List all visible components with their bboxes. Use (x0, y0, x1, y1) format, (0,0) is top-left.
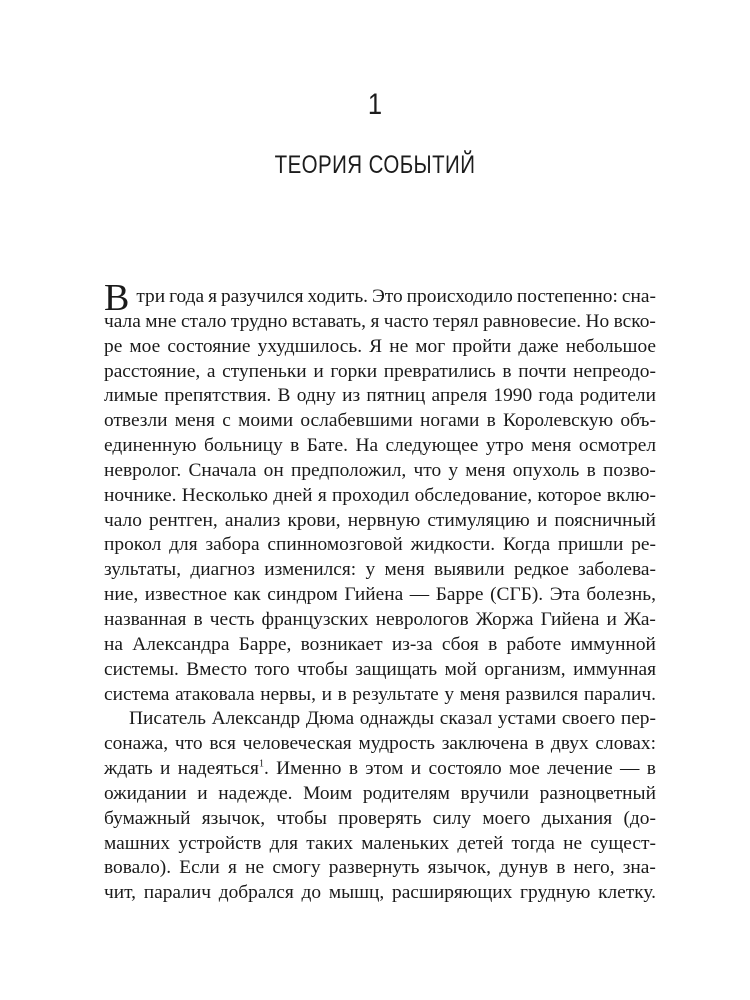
word: ухудшилось. (257, 335, 363, 357)
word: родители (579, 385, 656, 407)
word: позво- (602, 459, 656, 481)
word: дней (273, 484, 313, 506)
word: я (370, 310, 380, 332)
word: в (556, 857, 566, 879)
word: стимуляцию (427, 509, 530, 531)
word: рентген, (149, 509, 218, 531)
word: язычок, (201, 807, 266, 829)
word: до (301, 882, 322, 904)
word: двух (550, 733, 589, 755)
text-line (104, 277, 656, 319)
word: лечение (547, 758, 613, 780)
word: человеческая (242, 733, 352, 755)
word: проверять (338, 807, 422, 829)
word: что (413, 459, 442, 481)
text-line (104, 856, 656, 881)
chapter-title: ТЕОРИЯ СОБЫТИЙ (274, 151, 476, 179)
text-line (104, 732, 656, 757)
word: я (208, 286, 218, 307)
word: Александра (132, 633, 230, 655)
word: Когда (502, 534, 551, 556)
word: лимые (104, 385, 158, 407)
word: своего (561, 708, 616, 730)
word: сна- (621, 286, 656, 307)
word: редкое (513, 559, 569, 581)
word: единенную (104, 435, 197, 457)
word: года (538, 385, 574, 407)
word: осмотрел (578, 435, 656, 457)
word: прокол (104, 534, 162, 556)
word: изменился: (264, 559, 357, 581)
word: иммунная (573, 658, 656, 680)
word: (до- (623, 807, 656, 829)
text-line (104, 881, 656, 906)
word: почти (518, 360, 567, 382)
word: пер- (620, 708, 656, 730)
word: ожидании (104, 782, 187, 804)
word: сонажа, (104, 733, 169, 755)
word: силу (432, 807, 472, 829)
word: того (254, 658, 290, 680)
word: у (448, 459, 459, 481)
word: мое (509, 758, 540, 780)
paragraph-2 (104, 707, 656, 906)
word: сущест- (590, 832, 656, 854)
word: которое (537, 484, 602, 506)
word: ступеньки (222, 360, 307, 382)
word: смогу (272, 857, 321, 879)
word: вся (209, 733, 236, 755)
word: На (355, 435, 379, 457)
word: чтобы (276, 807, 327, 829)
word: честь (209, 608, 255, 630)
word: Жа- (623, 608, 656, 630)
word: непреодо- (573, 360, 656, 382)
word: постепенно: (516, 286, 618, 307)
word: три (136, 286, 166, 307)
word: в (486, 410, 496, 432)
word: мог (415, 335, 446, 357)
word: апреля (431, 385, 488, 407)
word: Бате. (306, 435, 348, 457)
word: мышц, (328, 882, 385, 904)
word: пятниц (366, 385, 426, 407)
word: происходило (406, 286, 513, 307)
word: дунув (499, 857, 548, 879)
word: ре- (631, 534, 656, 556)
word: Барре (435, 584, 484, 606)
word: надеяться$^1$. (177, 758, 269, 780)
word: из-за (391, 633, 433, 655)
word: утро (485, 435, 524, 457)
word: мое (129, 335, 161, 357)
text-line (104, 384, 656, 409)
word: ногами (420, 410, 480, 432)
word: вклю- (606, 484, 656, 506)
word: спинномозговой (267, 534, 403, 556)
word: из (342, 385, 361, 407)
text-line (104, 509, 656, 534)
word: французских (261, 608, 369, 630)
word: ходить. (307, 286, 369, 307)
word: грудную (520, 882, 591, 904)
text-line (104, 409, 656, 434)
word: чала (104, 310, 141, 332)
word: зна- (622, 857, 656, 879)
word: не (245, 857, 265, 879)
word: иммунной (570, 633, 656, 655)
word: пройти (452, 335, 512, 357)
text-line (104, 757, 656, 782)
word: Дюма (305, 708, 355, 730)
word: клетку. (598, 882, 656, 904)
word: отвезли (104, 410, 168, 432)
word: заключена (441, 733, 529, 755)
word: расширяющих (392, 882, 513, 904)
body-text (104, 277, 656, 906)
word: этом (365, 758, 404, 780)
word: крови, (287, 509, 341, 531)
word: дыхания (541, 807, 613, 829)
word: однажды (359, 708, 435, 730)
word: забора (205, 534, 260, 556)
text-line (104, 310, 656, 335)
word: развернуть (328, 857, 420, 879)
word: в (502, 360, 512, 382)
word: в (488, 633, 498, 655)
word: названная (104, 608, 187, 630)
word: стало (180, 310, 227, 332)
word: для (169, 534, 198, 556)
word: (СГБ). (490, 584, 544, 606)
word: атаковала (175, 683, 255, 705)
word: обследование, (414, 484, 533, 506)
word: не (389, 335, 409, 357)
word: а (206, 360, 216, 382)
word: мой (444, 658, 477, 680)
word: проходил (332, 484, 410, 506)
word: 1990 (493, 385, 533, 407)
word: Если (179, 857, 220, 879)
word: опухоль (512, 459, 580, 481)
word: и (606, 608, 617, 630)
word: маленьких (361, 832, 450, 854)
word: невролог. (104, 459, 182, 481)
word: меня (531, 435, 572, 457)
word: Но (585, 310, 610, 332)
word: превратились (383, 360, 496, 382)
word: вовало). (104, 857, 172, 879)
word: что (174, 733, 203, 755)
text-line (104, 683, 656, 708)
word: на (104, 633, 123, 655)
word: ждать (104, 758, 153, 780)
word: ре (104, 335, 123, 357)
word: меня (459, 683, 500, 705)
text-line (104, 434, 656, 459)
word: Барре, (238, 633, 292, 655)
word: Писатель (129, 708, 206, 730)
word: возникает (300, 633, 383, 655)
word: даже (518, 335, 559, 357)
word: — (620, 758, 640, 780)
word: вручили (460, 782, 529, 804)
word: паралич. (583, 683, 656, 705)
word: Гийена (344, 584, 404, 606)
word: года (169, 286, 205, 307)
word: защищать (355, 658, 438, 680)
word: словах: (595, 733, 656, 755)
word: болезнь, (586, 584, 656, 606)
word: он (263, 459, 284, 481)
word: трудно (230, 310, 288, 332)
word: я (317, 484, 327, 506)
word: ослабевшими (300, 410, 413, 432)
word: как (233, 584, 261, 606)
word: Жоржа (475, 608, 534, 630)
word: паралич (143, 882, 211, 904)
word: Именно (276, 758, 342, 780)
word: одну (296, 385, 336, 407)
word: ние, (104, 584, 139, 606)
word: жидкости. (410, 534, 496, 556)
word: мне (145, 310, 177, 332)
word: в (646, 758, 656, 780)
word: синдром (267, 584, 338, 606)
word: небольшое (565, 335, 656, 357)
word: препятствия. (164, 385, 272, 407)
word: в (586, 459, 596, 481)
word: Королевскую (503, 410, 614, 432)
word: результате (352, 683, 439, 705)
word: зультаты, (104, 559, 182, 581)
word: чтобы (297, 658, 348, 680)
word: и (313, 360, 324, 382)
word: чит, (104, 882, 136, 904)
word: сбоя (441, 633, 479, 655)
word: разноцветный (539, 782, 656, 804)
text-line (104, 335, 656, 360)
word: у (365, 559, 376, 581)
word: для (269, 832, 299, 854)
word: бумажный (104, 807, 191, 829)
word: добрался (218, 882, 294, 904)
word: — (409, 584, 430, 606)
word: диагноз (190, 559, 255, 581)
word: вско- (613, 310, 656, 332)
word: язычок, (427, 857, 491, 879)
word: Эта (549, 584, 580, 606)
word: организм, (484, 658, 566, 680)
word: Гийена (540, 608, 600, 630)
word: сказал (439, 708, 493, 730)
word: меня (384, 559, 425, 581)
text-line (104, 782, 656, 807)
word: родителям (362, 782, 450, 804)
word: терял (433, 310, 479, 332)
word: тогда (511, 832, 555, 854)
word: не (563, 832, 583, 854)
word: нервную (347, 509, 421, 531)
word: работе (506, 633, 562, 655)
text-line (104, 707, 656, 732)
word: и (410, 758, 422, 780)
word: пришли (557, 534, 624, 556)
word: устройств (178, 832, 262, 854)
word: таких (306, 832, 354, 854)
word: равновесие. (482, 310, 582, 332)
word: мудрость (358, 733, 435, 755)
text-line (104, 633, 656, 658)
word: и (160, 758, 171, 780)
word: Моим (303, 782, 353, 804)
word: развился (505, 683, 579, 705)
word: у (444, 683, 455, 705)
paragraph-1 (104, 277, 656, 707)
drop-cap: В (104, 277, 130, 319)
word: Сначала (188, 459, 257, 481)
word: в (337, 683, 347, 705)
word: с (222, 410, 231, 432)
footnote-marker[interactable]: 1 (258, 758, 264, 770)
word: больницу (204, 435, 283, 457)
word: устами (497, 708, 557, 730)
word: детей (457, 832, 504, 854)
word: чало (104, 509, 142, 531)
word: Александр (211, 708, 301, 730)
chapter-number: 1 (367, 88, 383, 121)
word: известное (144, 584, 227, 606)
word: горки (330, 360, 378, 382)
word: надежде. (218, 782, 293, 804)
text-line (104, 459, 656, 484)
word: выявили (433, 559, 505, 581)
word: моими (238, 410, 294, 432)
word: нервы, (260, 683, 316, 705)
word: моего (482, 807, 531, 829)
word: состояло (428, 758, 502, 780)
word: и (536, 509, 548, 531)
text-line (104, 807, 656, 832)
word: неврологов (375, 608, 469, 630)
word: в (348, 758, 358, 780)
word: и (197, 782, 208, 804)
word: и (321, 683, 332, 705)
word: разучился (220, 286, 304, 307)
text-line (104, 583, 656, 608)
word: машних (104, 832, 171, 854)
word: часто (383, 310, 429, 332)
word: я (228, 857, 237, 879)
word: следующее (385, 435, 479, 457)
word: расстояние, (104, 360, 201, 382)
word: него, (573, 857, 615, 879)
word: Я (369, 335, 383, 357)
word: в (290, 435, 300, 457)
text-line (104, 832, 656, 857)
word: состояние (167, 335, 251, 357)
word: Несколько (181, 484, 268, 506)
word: объ- (620, 410, 656, 432)
text-line (104, 608, 656, 633)
word: Это (372, 286, 403, 307)
text-line (104, 484, 656, 509)
word: меня (465, 459, 506, 481)
word: ночнике. (104, 484, 177, 506)
word: Вместо (186, 658, 248, 680)
word: предположил, (290, 459, 407, 481)
word: в (534, 733, 545, 755)
text-line (104, 658, 656, 683)
text-line (104, 533, 656, 558)
text-line (104, 558, 656, 583)
word: системы. (104, 658, 179, 680)
word: меня (174, 410, 215, 432)
word: система (104, 683, 170, 705)
text-line (104, 360, 656, 385)
word: В (277, 385, 291, 407)
word: анализ (224, 509, 281, 531)
word: вставать, (291, 310, 366, 332)
word: в (193, 608, 203, 630)
word: заболева- (578, 559, 656, 581)
word: поясничный (554, 509, 656, 531)
